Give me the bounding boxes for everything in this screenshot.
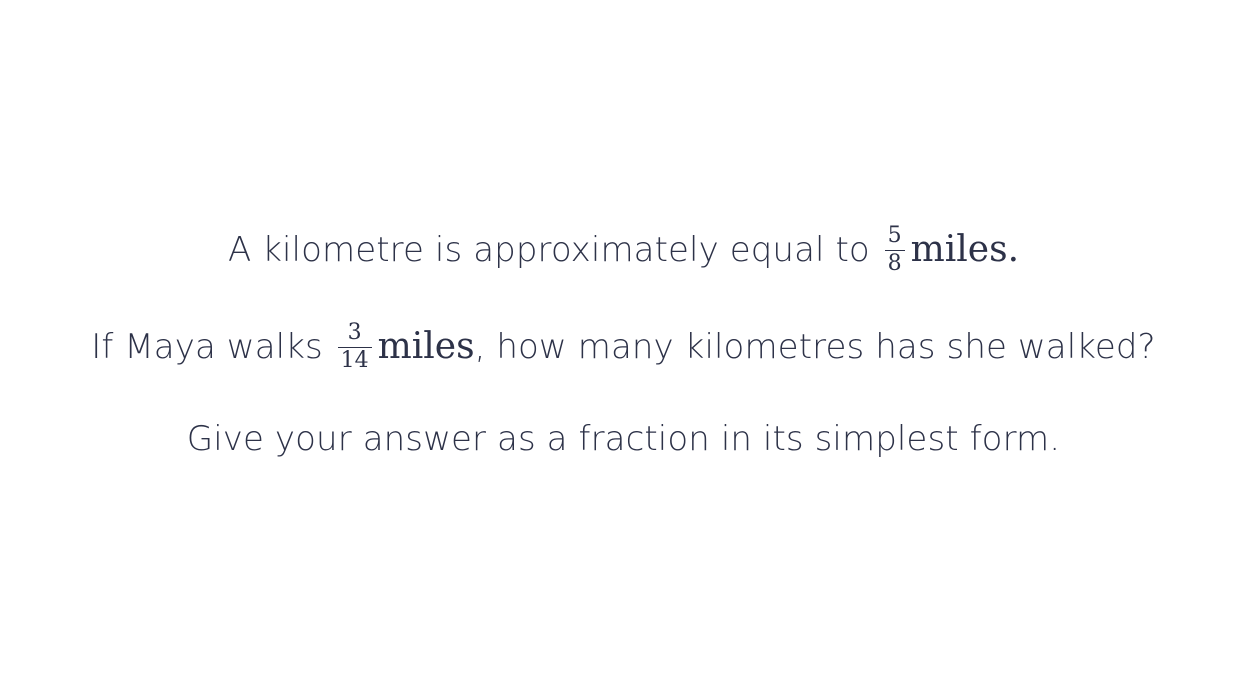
fraction-three-fourteenths (338, 321, 372, 373)
question-line-2 (0, 317, 1247, 377)
line-1-text: A kilometre is approximately equal to (227, 230, 870, 270)
question-line-3 (0, 409, 1247, 469)
line-3-text: Give your answer as a fraction in its simplest form. (186, 419, 1061, 459)
unit-miles: miles (377, 326, 475, 367)
fraction-numerator: 5 (887, 222, 902, 248)
question-line-1 (0, 220, 1247, 280)
unit-miles: miles (910, 229, 1008, 270)
line-1-period: . (1007, 229, 1020, 270)
fraction-five-eighths (885, 224, 905, 276)
fraction-denominator: 14 (340, 347, 369, 373)
line-2-text-start: If Maya walks (91, 327, 323, 367)
fraction-denominator: 8 (887, 250, 902, 276)
fraction-numerator: 3 (347, 319, 362, 345)
line-2-text-end: , how many kilometres has she walked? (474, 327, 1156, 367)
